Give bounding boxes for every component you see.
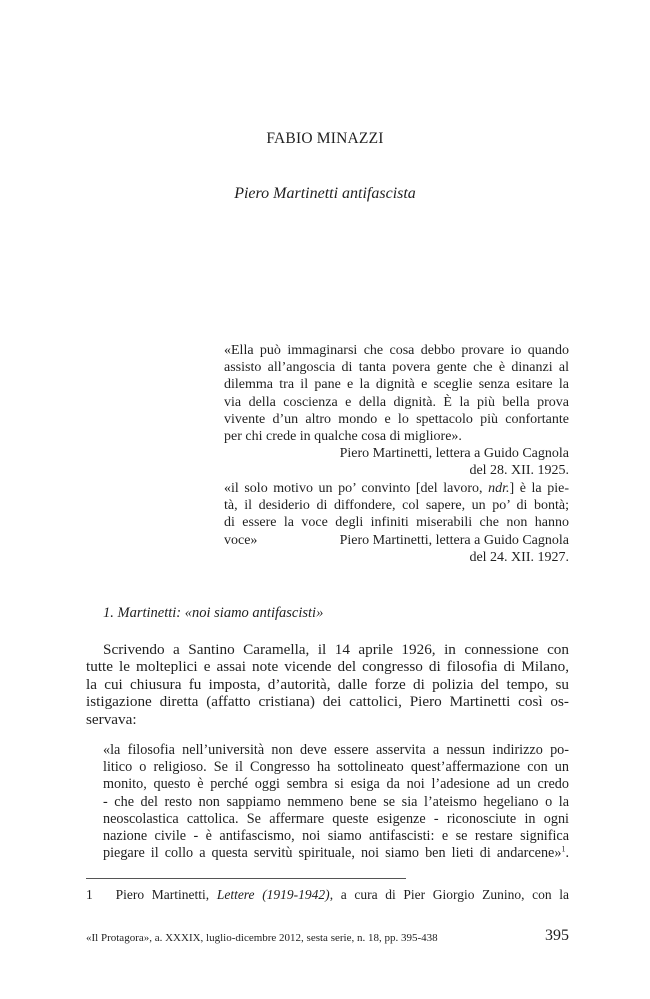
quote-line: nazione civile - è antifascismo, noi siamo antifascisti: e se restare significa [103, 828, 569, 845]
quote-line: neoscolastica cattolica. Se affermare queste esigenze - riconosciute in ogni [103, 810, 569, 827]
paragraph-line: Scrivendo a Santino Caramella, il 14 aprile 1926, in connessione con [103, 641, 569, 658]
epigraph-date: del 28. XII. 1925. [469, 463, 569, 479]
footnote-line: 1 Piero Martinetti, Lettere (1919-1942), a cura di Pier Giorgio Zunino, con la [86, 887, 570, 902]
journal-citation: «Il Protagora», a. XXXIX, luglio-dicembre 2012, sesta serie, n. 18, pp. 395-438 [86, 932, 438, 944]
epigraph-line: voce» [224, 532, 258, 548]
paragraph-line: servava: [86, 710, 137, 728]
epigraph-line: dilemma tra il pane e la dignità e sceglie senza esitare la [224, 377, 569, 393]
footnote-1 [86, 887, 569, 903]
paragraph-line: istigazione diretta (affatto cristiana) dei cattolici, Piero Martinetti così os- [86, 693, 569, 711]
quote-line: monito, questo è perché oggi sembra si esiga da noi l’adesione ad un credo [103, 776, 569, 793]
epigraph-line: di essere la voce degli infiniti miserabili che non hanno [224, 515, 569, 531]
section-heading: 1. Martinetti: «noi siamo antifascisti» [103, 605, 324, 621]
epigraph-line: via della coscienza e della dignità. È la più bella prova [224, 394, 569, 410]
epigraph-line: vivente d’un altro mondo e lo spettacolo più confortante [224, 411, 569, 427]
quote-line: litico o religioso. Se il Congresso ha sottolineato quest’affermazione con un [103, 759, 569, 776]
paragraph-line: tutte le molteplici e assai note vicende del congresso di filosofia di Milano, [86, 658, 569, 676]
quote-line: piegare il collo a questa servitù spirituale, noi siamo ben lieti di andarcene»$^1$. [103, 844, 569, 862]
epigraph-2 [224, 480, 569, 566]
footnote-divider [86, 878, 406, 879]
quote-line: «la filosofia nell’università non deve essere asservita a nessun indirizzo po- [103, 742, 569, 758]
epigraph-date: del 24. XII. 1927. [469, 549, 569, 565]
footnote-number: 1 [86, 887, 93, 902]
article-title: Piero Martinetti antifascista [234, 185, 416, 202]
epigraph-attribution: Piero Martinetti, lettera a Guido Cagnola [339, 446, 569, 462]
epigraph-1 [224, 342, 569, 480]
epigraph-line: «il solo motivo un po’ convinto [del lavoro, ndr.] è la pie- [224, 481, 569, 496]
epigraph-line: per chi crede in qualche cosa di migliore». [224, 429, 462, 445]
author-name: FABIO MINAZZI [266, 130, 384, 147]
body-paragraph [86, 641, 569, 728]
page-number: 395 [545, 927, 569, 944]
ndr-abbrev: ndr. [488, 481, 510, 496]
epigraph-line: assisto all’angoscia di tanta povera gente che è dinanzi al [224, 360, 569, 376]
epigraph-line: «Ella può immaginarsi che cosa debbo provare io quando [224, 343, 569, 358]
block-quote [103, 742, 569, 862]
quote-line: - che del resto non sappiamo nemmeno bene se sia l’ateismo hegeliano o la [103, 793, 569, 810]
footnote-ref[interactable]: 1 [561, 844, 566, 854]
paragraph-line: la cui chiusura fu imposta, d’autorità, dalle forze di polizia del tempo, su [86, 675, 569, 693]
epigraph-attribution: Piero Martinetti, lettera a Guido Cagnola [339, 532, 569, 548]
epigraph-line: tà, il desiderio di diffondere, col sapere, un po’ di bontà; [224, 498, 569, 514]
